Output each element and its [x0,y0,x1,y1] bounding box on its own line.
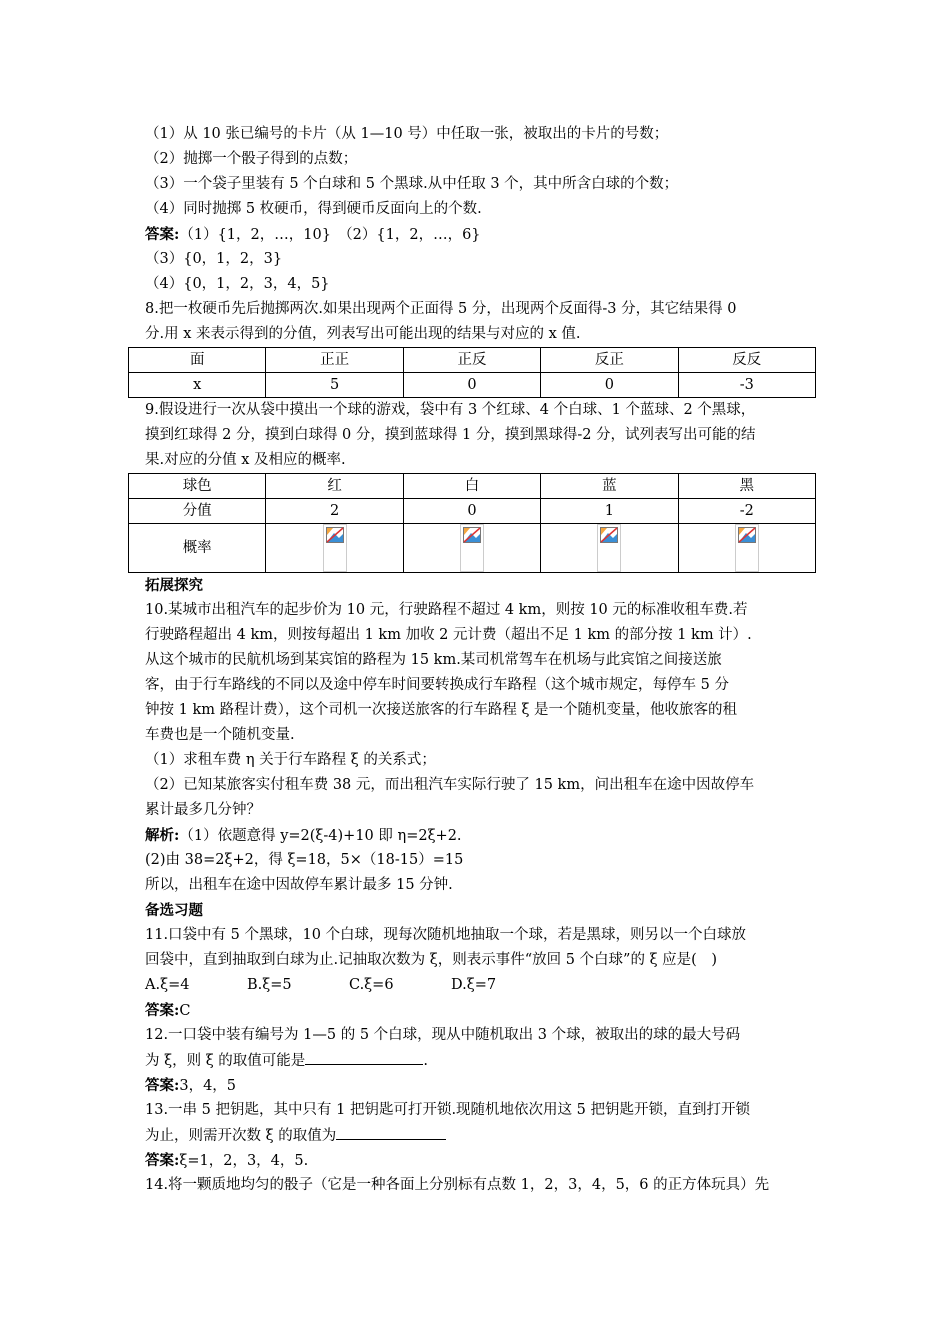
broken-image-icon [735,524,759,572]
table-cell [266,524,403,573]
table-cell: 0 [403,499,540,524]
q7-item-3: （3）一个袋子里装有 5 个白球和 5 个黑球.从中任取 3 个，其中所含白球的个数； [145,176,679,192]
option-c: C.ξ=6 [349,977,394,993]
q10-text-3: 从这个城市的民航机场到某宾馆的路程为 15 km.某司机常驾车在机场与此宾馆之间接送旅 [145,652,722,668]
q10-text-9: 累计最多几分钟？ [145,802,261,818]
table-cell: 概率 [129,524,266,573]
broken-image-icon [460,524,484,572]
q10-text-5: 钟按 1 km 路程计费），这个司机一次接送旅客的行车路程 ξ 是一个随机变量，他收旅客的租 [145,702,738,718]
table-cell: 2 [266,499,403,524]
table-cell: 反正 [541,348,678,373]
answer-value: C [179,1003,191,1019]
table-cell: 蓝 [541,474,678,499]
solution-label: 解析: [145,827,180,844]
q7-item-4: （4）同时抛掷 5 枚硬币，得到硬币反面向上的个数. [145,201,482,217]
q8-text-1: 8.把一枚硬币先后抛掷两次.如果出现两个正面得 5 分，出现两个反面得-3 分，其它结果得 0 [145,301,737,317]
fill-in-blank[interactable] [305,1048,423,1065]
q9-text-1: 9.假设进行一次从袋中摸出一个球的游戏，袋中有 3 个红球、4 个白球、1 个蓝球、2 个黑球， [145,402,756,418]
table-cell: 1 [541,499,678,524]
q10-text-1: 10.某城市出租汽车的起步价为 10 元，行驶路程不超过 4 km，则按 10 元的标准收租车费.若 [145,602,748,618]
q10-solution-2: (2)由 38=2ξ+2，得 ξ=18，5×（18-15）=15 [145,852,464,868]
table-row [129,499,816,524]
table-cell: -3 [678,373,815,398]
option-b: B.ξ=5 [247,977,292,993]
q13-text-1: 13.一串 5 把钥匙，其中只有 1 把钥匙可打开锁.现随机地依次用这 5 把钥匙开锁，直到打开锁 [145,1102,750,1118]
q10-solution-1 [145,823,817,848]
table-cell: 红 [266,474,403,499]
q14-text-1: 14.将一颗质地均匀的骰子（它是一种各面上分别标有点数 1，2，3，4，5，6 的正方体玩具）先 [145,1177,770,1193]
q9-text-2: 摸到红球得 2 分，摸到白球得 0 分，摸到蓝球得 1 分，摸到黑球得-2 分，试列表写出可能的结 [145,427,756,443]
q7-item-1: （1）从 10 张已编号的卡片（从 1—10 号）中任取一张，被取出的卡片的号数； [145,126,669,142]
table-cell: 0 [541,373,678,398]
q7-item-2: （2）抛掷一个骰子得到的点数； [145,151,358,167]
q12-text-1: 12.一口袋中装有编号为 1—5 的 5 个白球，现从中随机取出 3 个球，被取出的球的最大号码 [145,1027,741,1043]
table-cell: 白 [403,474,540,499]
q10-text-8: （2）已知某旅客实付租车费 38 元，而出租汽车实际行驶了 15 km，问出租车在途中因故停车 [145,777,755,793]
section-heading-extension: 拓展探究 [145,577,203,594]
q8-table [128,347,816,398]
table-cell: x [129,373,266,398]
table-cell: 面 [129,348,266,373]
q12-answer [145,1073,817,1098]
answer-label: 答案: [145,1002,180,1019]
q12-period: . [423,1053,428,1069]
q9-text-3: 果.对应的分值 x 及相应的概率. [145,452,346,468]
q11-answer [145,998,817,1023]
q9-table [128,473,816,573]
q7-answer-c: （4）{0，1，2，3，4，5} [145,276,330,292]
q11-text-2: 回袋中，直到抽取到白球为止.记抽取次数为 ξ，则表示事件“放回 5 个白球”的 ξ 应是( ) [145,952,717,968]
broken-image-icon [597,524,621,572]
q7-answer-a: （1）{1，2，…，10} （2）{1，2，…，6} [179,227,481,243]
q10-text-7: （1）求租车费 η 关于行车路程 ξ 的关系式； [145,752,436,768]
q12-text-2 [145,1048,817,1073]
q10-solution-3: 所以，出租车在途中因故停车累计最多 15 分钟. [145,877,453,893]
table-cell: 球色 [129,474,266,499]
table-row [129,373,816,398]
table-cell [678,524,815,573]
answer-label: 答案: [145,226,180,243]
table-cell: 0 [403,373,540,398]
section-heading-extra-exercises: 备选习题 [145,902,203,919]
q13-answer [145,1148,817,1173]
table-row [129,474,816,499]
answer-label: 答案: [145,1152,180,1169]
fill-in-blank[interactable] [336,1123,446,1140]
solution-text: （1）依题意得 y=2(ξ-4)+10 即 η=2ξ+2. [179,828,462,844]
q7-answer-line-1 [145,222,817,247]
q13-text: 为止，则需开次数 ξ 的取值为 [145,1128,337,1144]
q11-text-1: 11.口袋中有 5 个黑球，10 个白球，现每次随机地抽取一个球，若是黑球，则另以一个白球放 [145,927,747,943]
answer-label: 答案: [145,1077,180,1094]
answer-value: ξ=1，2，3，4，5. [179,1153,309,1169]
table-cell [403,524,540,573]
q10-text-4: 客，由于行车路线的不同以及途中停车时间要转换成行车路程（这个城市规定，每停车 5 分 [145,677,729,693]
option-d: D.ξ=7 [451,977,497,993]
q11-options [145,973,817,998]
answer-value: 3，4，5 [179,1078,237,1094]
table-cell: 分值 [129,499,266,524]
broken-image-icon [323,524,347,572]
table-cell: 正反 [403,348,540,373]
document-page [145,122,817,1198]
q10-text-6: 车费也是一个随机变量. [145,727,295,743]
option-a: A.ξ=4 [145,977,190,993]
table-row [129,524,816,573]
table-cell [541,524,678,573]
q12-text: 为 ξ，则 ξ 的取值可能是 [145,1053,306,1069]
table-cell: 黑 [678,474,815,499]
table-row [129,348,816,373]
table-cell: -2 [678,499,815,524]
table-cell: 反反 [678,348,815,373]
q7-answer-b: （3）{0，1，2，3} [145,251,283,267]
q13-text-2 [145,1123,817,1148]
table-cell: 5 [266,373,403,398]
table-cell: 正正 [266,348,403,373]
q10-text-2: 行驶路程超出 4 km，则按每超出 1 km 加收 2 元计费（超出不足 1 km 的部分按 1 km 计）. [145,627,752,643]
q8-text-2: 分.用 x 来表示得到的分值，列表写出可能出现的结果与对应的 x 值. [145,326,581,342]
